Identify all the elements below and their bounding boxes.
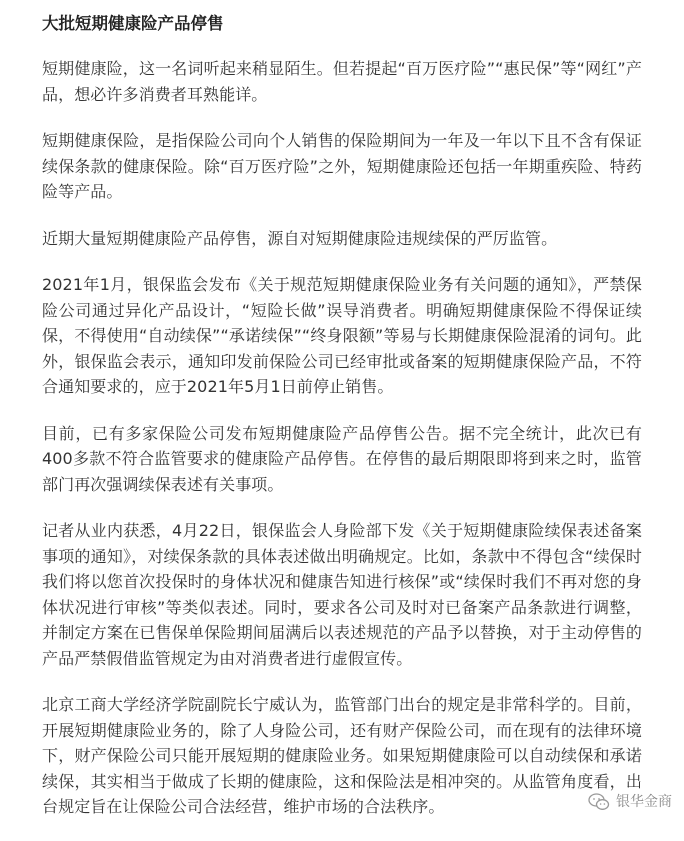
article-headline: 大批短期健康险产品停售 bbox=[42, 14, 224, 33]
article bbox=[42, 12, 642, 841]
watermark-text: 银华金商 bbox=[616, 794, 672, 810]
watermark bbox=[588, 793, 672, 811]
paragraph-5: 目前，已有多家保险公司发布短期健康险产品停售公告。据不完全统计，此次已有400多款不符合监管要求的健康险产品停售。在停售的最后期限即将到来之时，监管部门再次强调续保表述有关事项。 bbox=[42, 423, 642, 494]
paragraph-1: 短期健康险，这一名词听起来稍显陌生。但若提起“百万医疗险”“惠民保”等“网红”产品，想必许多消费者耳熟能详。 bbox=[42, 59, 642, 104]
paragraph-3: 近期大量短期健康险产品停售，源自对短期健康险违规续保的严厉监管。 bbox=[42, 228, 558, 248]
paragraph-2: 短期健康保险，是指保险公司向个人销售的保险期间为一年及一年以下且不含有保证续保条款的健康保险。除“百万医疗险”之外，短期健康险还包括一年期重疾险、特药险等产品。 bbox=[42, 131, 642, 201]
paragraph-4: 2021年1月，银保监会发布《关于规范短期健康保险业务有关问题的通知》，严禁保险公司通过异化产品设计，“短险长做”误导消费者。明确短期健康保险不得保证续保，不得使用“自动续保”“承诺续保”“终身限额”等易与长期健康保险混淆的词句。此外，银保监会表示，通知印发前保险公司已经审批或备案的短期健康保险产品，不符合通知要求的，应于2021年5月1日前停止销售。 bbox=[42, 275, 642, 396]
paragraph-6: 记者从业内获悉，4月22日，银保监会人身险部下发《关于短期健康险续保表述备案事项的通知》，对续保条款的具体表述做出明确规定。比如，条款中不得包含“续保时我们将以您首次投保时的身体状况和健康告知进行核保”或“续保时我们不再对您的身体状况进行审核”等类似表述。同时，要求各公司及时对已备案产品条款进行调整，并制定方案在已售保单保险期间届满后以表述规范的产品予以替换，对于主动停售的产品严禁假借监管规定为由对消费者进行虚假宣传。 bbox=[42, 521, 642, 668]
paragraph-7: 北京工商大学经济学院副院长宁威认为，监管部门出台的规定是非常科学的。目前，开展短期健康险业务的，除了人身险公司，还有财产保险公司，而在现有的法律环境下，财产保险公司只能开展短期的健康险业务。如果短期健康险可以自动续保和承诺续保，其实相当于做成了长期的健康险，这和保险法是相冲突的。从监管角度看，出台规定旨在让保险公司合法经营，维护市场的合法秩序。 bbox=[42, 695, 642, 816]
wechat-icon bbox=[588, 793, 610, 811]
